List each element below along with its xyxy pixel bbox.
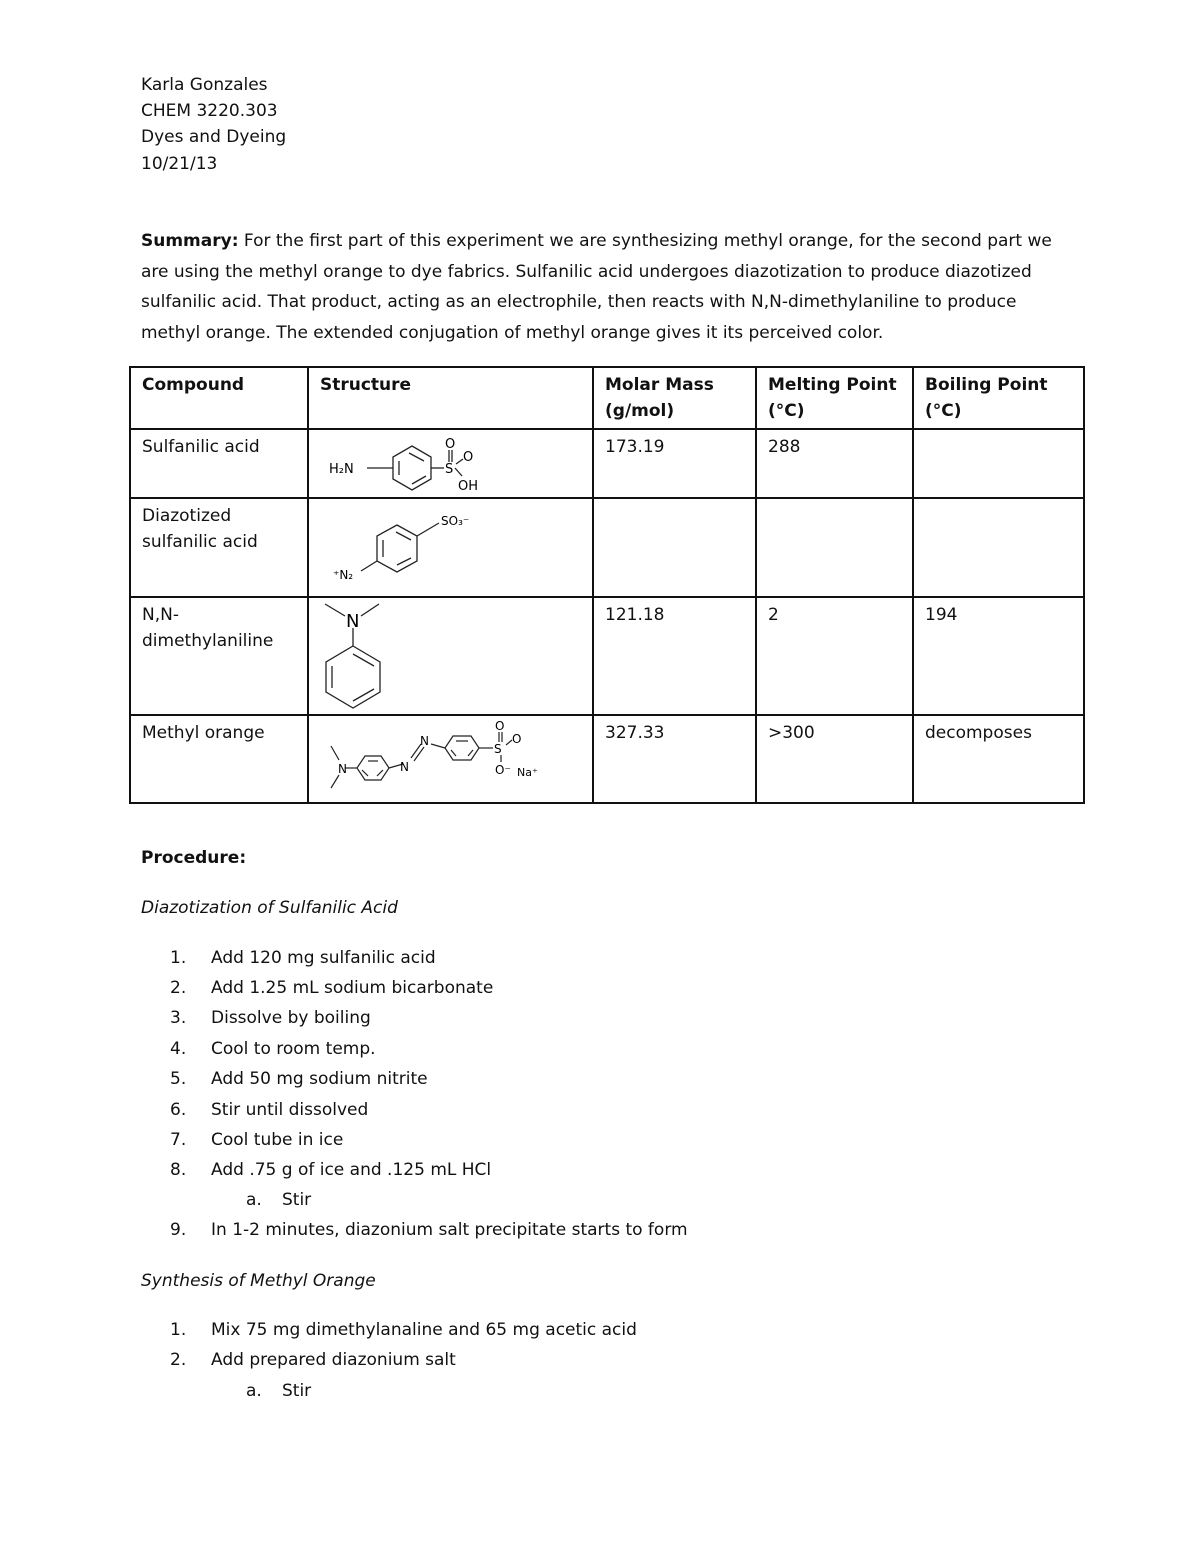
table-row bbox=[130, 715, 1084, 803]
sulfonate-sulfur: S bbox=[494, 742, 502, 756]
list-item bbox=[170, 1350, 456, 1370]
melting-point-value: 288 bbox=[756, 429, 913, 498]
molar-mass-value: 327.33 bbox=[593, 715, 756, 803]
oxygen-label-top: O bbox=[445, 437, 456, 452]
table-row bbox=[130, 429, 1084, 498]
step-text: Add 1.25 mL sodium bicarbonate bbox=[211, 978, 494, 998]
step-text: Mix 75 mg dimethylanaline and 65 mg acetic acid bbox=[211, 1320, 637, 1340]
methyl-orange-structure bbox=[313, 718, 589, 800]
step-number: 3. bbox=[170, 1008, 187, 1028]
list-item bbox=[170, 978, 493, 998]
hydroxyl-label: OH bbox=[458, 479, 479, 494]
sulfonate-oxygen-top: O bbox=[495, 719, 505, 733]
step-number: 5. bbox=[170, 1069, 187, 1089]
step-text: Add 120 mg sulfanilic acid bbox=[211, 948, 436, 968]
table-header-row bbox=[130, 367, 1084, 429]
structure-cell bbox=[308, 429, 593, 498]
header-melting-point: Melting Point (°C) bbox=[756, 367, 913, 429]
header-molar-mass: Molar Mass (g/mol) bbox=[593, 367, 756, 429]
table-row bbox=[130, 597, 1084, 715]
substep-letter: a. bbox=[246, 1381, 262, 1401]
list-item bbox=[170, 1320, 637, 1340]
table-row bbox=[130, 498, 1084, 597]
step-text: Cool tube in ice bbox=[211, 1130, 344, 1150]
structure-cell bbox=[308, 498, 593, 597]
list-item bbox=[170, 1039, 376, 1059]
oxygen-label-right: O bbox=[463, 450, 474, 465]
compound-name: Sulfanilic acid bbox=[130, 429, 308, 498]
sulfonate-oxygen-right: O bbox=[512, 732, 522, 746]
document-date: 10/21/13 bbox=[141, 154, 218, 174]
dimethylaniline-structure bbox=[313, 600, 433, 710]
list-item bbox=[170, 1160, 491, 1180]
list-subitem bbox=[246, 1190, 311, 1210]
step-number: 8. bbox=[170, 1160, 187, 1180]
oxide-anion-label: O⁻ bbox=[495, 763, 511, 777]
substep-text: Stir bbox=[282, 1381, 312, 1401]
procedure-heading: Procedure: bbox=[141, 848, 247, 868]
step-number: 4. bbox=[170, 1039, 187, 1059]
diazotized-sulfanilic-acid-structure bbox=[313, 501, 513, 591]
molar-mass-value bbox=[593, 498, 756, 597]
section-title-diazotization: Diazotization of Sulfanilic Acid bbox=[141, 898, 398, 918]
nitrogen-label: N bbox=[346, 611, 360, 632]
substep-text: Stir bbox=[282, 1190, 312, 1210]
step-number: 7. bbox=[170, 1130, 187, 1150]
summary-paragraph bbox=[141, 226, 1061, 348]
step-text: Dissolve by boiling bbox=[211, 1008, 371, 1028]
diazonium-label: ⁺N₂ bbox=[333, 568, 354, 582]
molar-mass-value: 173.19 bbox=[593, 429, 756, 498]
header-compound: Compound bbox=[130, 367, 308, 429]
azo-n-upper: N bbox=[420, 734, 429, 748]
melting-point-value bbox=[756, 498, 913, 597]
header-boiling-point: Boiling Point (°C) bbox=[913, 367, 1084, 429]
compound-name: N,N-dimethylaniline bbox=[130, 597, 308, 715]
step-text: Add 50 mg sodium nitrite bbox=[211, 1069, 428, 1089]
sodium-label: Na⁺ bbox=[517, 766, 538, 779]
structure-cell bbox=[308, 597, 593, 715]
author-name: Karla Gonzales bbox=[141, 75, 268, 95]
methyl-orange-amine-n: N bbox=[338, 762, 347, 776]
boiling-point-value: 194 bbox=[913, 597, 1084, 715]
compound-name: Diazotized sulfanilic acid bbox=[130, 498, 308, 597]
boiling-point-value bbox=[913, 498, 1084, 597]
compound-table bbox=[129, 366, 1085, 804]
summary-text: For the first part of this experiment we are synthesizing methyl orange, for the second part we are using the methyl orange to dye fabrics. Sulfanilic acid undergoes diazotization to produce diazotized sulfanilic acid. That product, acting as an electrophile, then reacts with N,N-dimethylaniline to produce methyl orange. The extended conjugation of methyl orange gives it its perceived color. bbox=[141, 231, 1052, 343]
substep-letter: a. bbox=[246, 1190, 262, 1210]
structure-cell bbox=[308, 715, 593, 803]
summary-label: Summary: bbox=[141, 231, 239, 251]
step-number: 2. bbox=[170, 978, 187, 998]
list-item bbox=[170, 1130, 343, 1150]
step-text: Add .75 g of ice and .125 mL HCl bbox=[211, 1160, 492, 1180]
list-item bbox=[170, 948, 436, 968]
header-structure: Structure bbox=[308, 367, 593, 429]
course-number: CHEM 3220.303 bbox=[141, 101, 278, 121]
step-text: Stir until dissolved bbox=[211, 1100, 369, 1120]
step-number: 6. bbox=[170, 1100, 187, 1120]
list-subitem bbox=[246, 1381, 311, 1401]
step-number: 2. bbox=[170, 1350, 187, 1370]
amine-label: H₂N bbox=[329, 462, 354, 477]
list-item bbox=[170, 1008, 371, 1028]
sulfanilic-acid-structure bbox=[313, 432, 513, 494]
sulfonate-label: SO₃⁻ bbox=[441, 514, 470, 528]
azo-n-lower: N bbox=[400, 760, 409, 774]
melting-point-value: >300 bbox=[756, 715, 913, 803]
molar-mass-value: 121.18 bbox=[593, 597, 756, 715]
step-number: 1. bbox=[170, 948, 187, 968]
boiling-point-value bbox=[913, 429, 1084, 498]
compound-name: Methyl orange bbox=[130, 715, 308, 803]
step-text: In 1-2 minutes, diazonium salt precipitate starts to form bbox=[211, 1220, 688, 1240]
step-number: 9. bbox=[170, 1220, 187, 1240]
sulfur-label: S bbox=[445, 462, 454, 477]
step-text: Cool to room temp. bbox=[211, 1039, 376, 1059]
boiling-point-value: decomposes bbox=[913, 715, 1084, 803]
step-text: Add prepared diazonium salt bbox=[211, 1350, 456, 1370]
step-number: 1. bbox=[170, 1320, 187, 1340]
melting-point-value: 2 bbox=[756, 597, 913, 715]
list-item bbox=[170, 1220, 688, 1240]
section-title-synthesis: Synthesis of Methyl Orange bbox=[141, 1271, 376, 1291]
list-item bbox=[170, 1069, 428, 1089]
document-title: Dyes and Dyeing bbox=[141, 127, 287, 147]
list-item bbox=[170, 1100, 368, 1120]
